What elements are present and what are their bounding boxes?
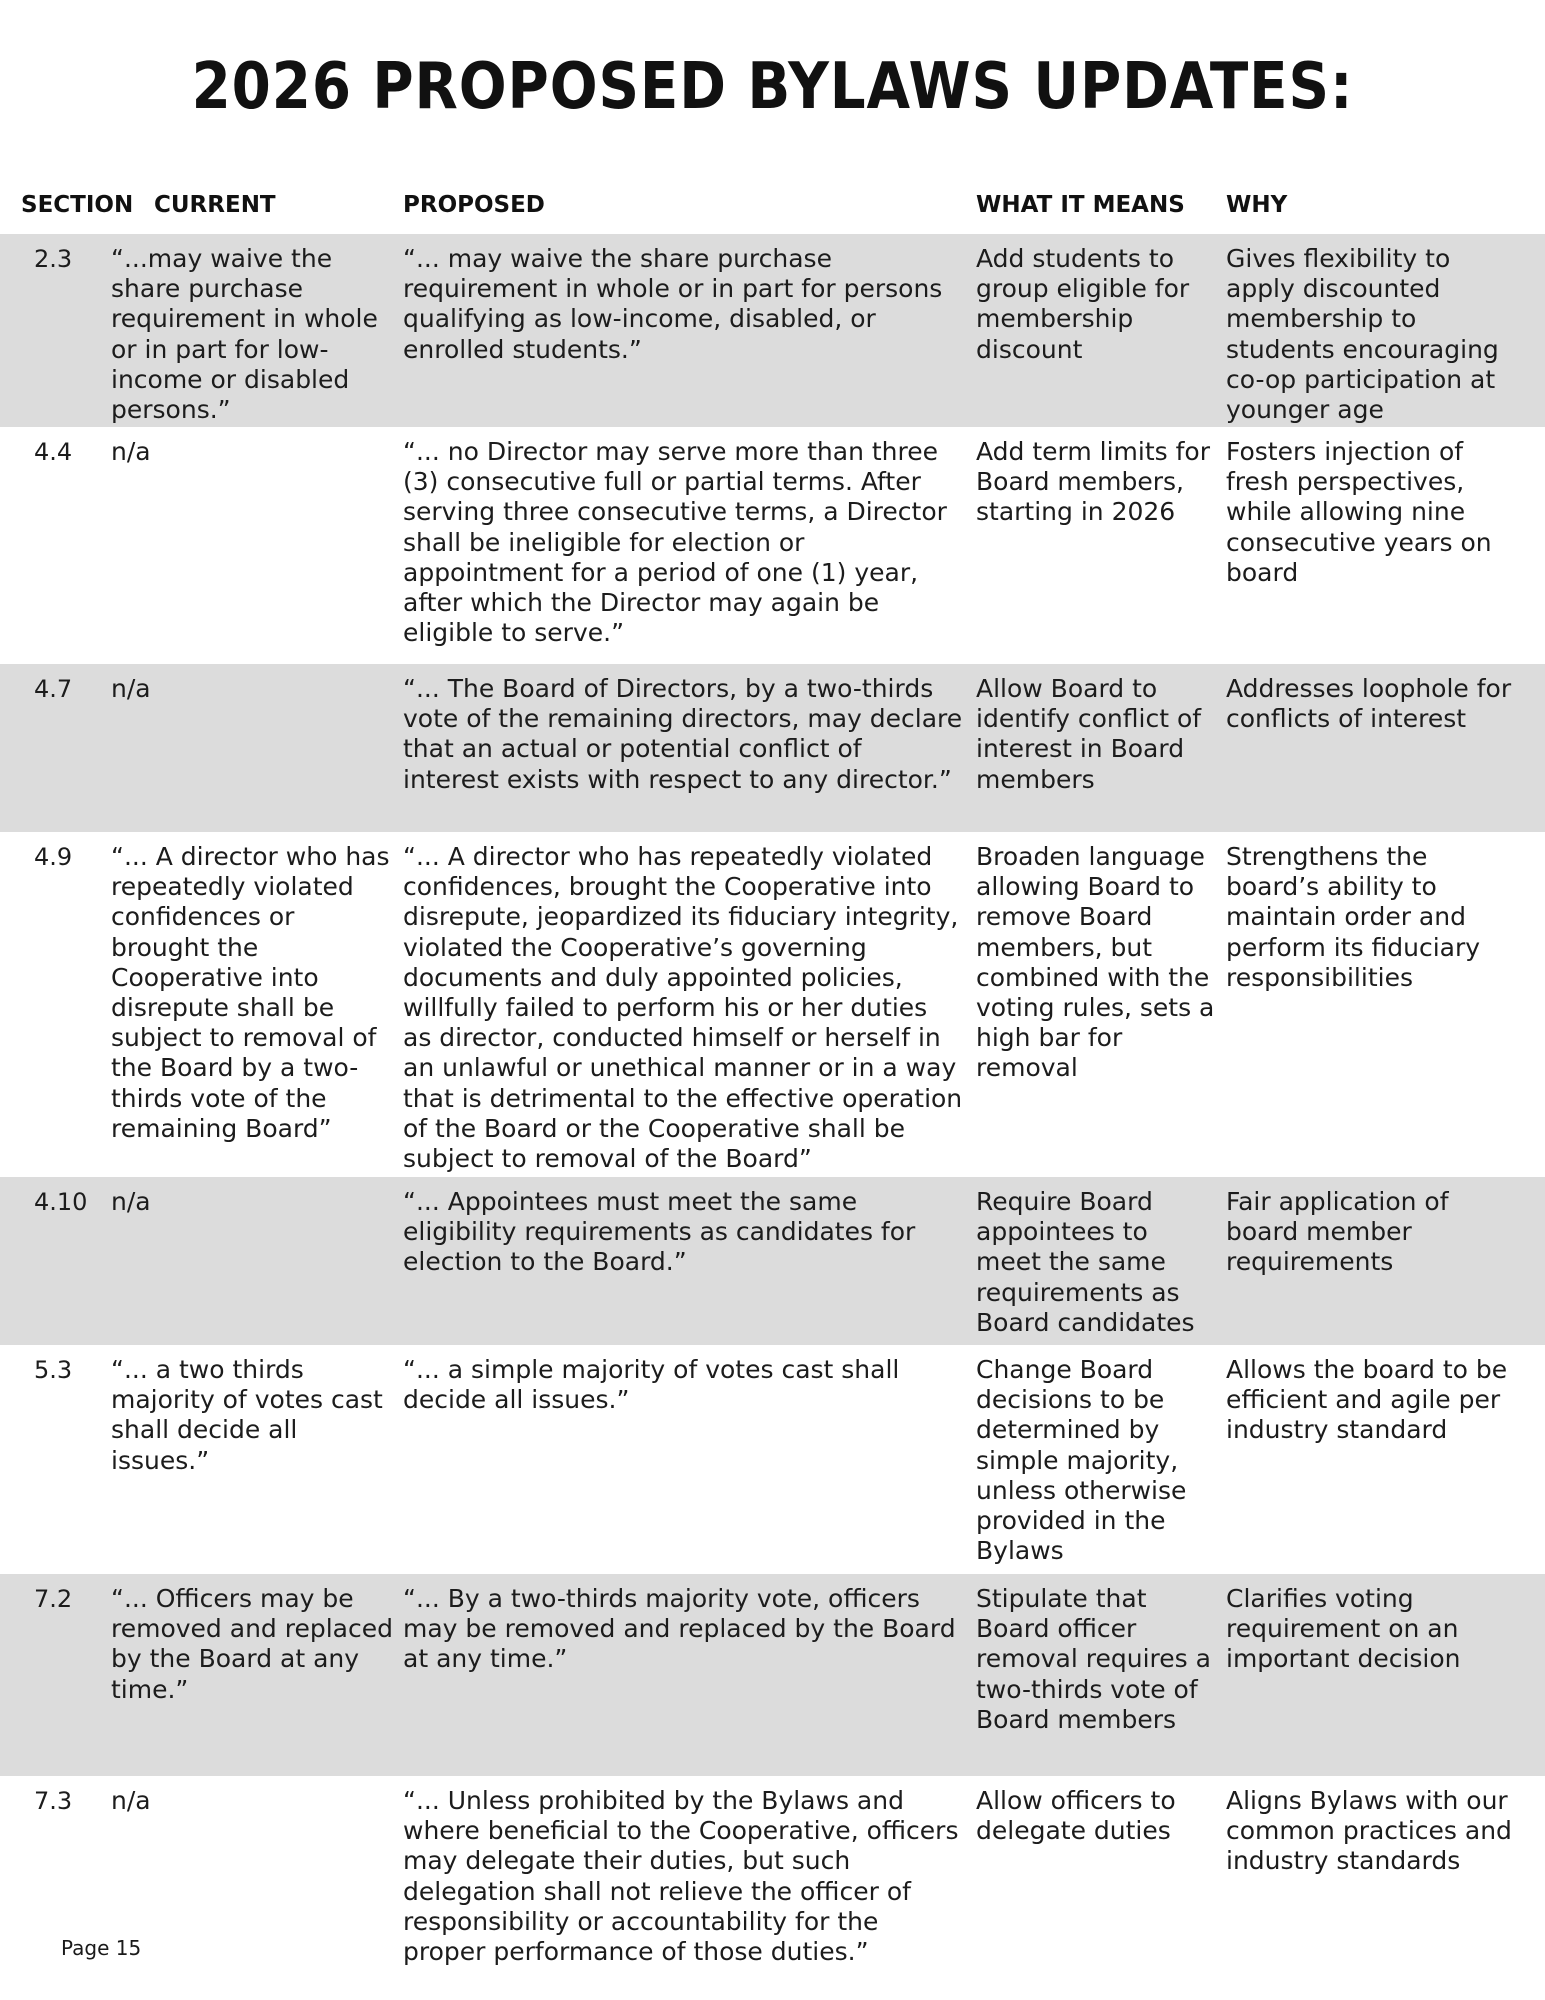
header-why: WHY xyxy=(1226,192,1288,218)
proposed-text: “... a simple majority of votes cast shall decide all issues.” xyxy=(403,1355,900,1415)
table-row xyxy=(0,234,1545,427)
proposed-text: “... Appointees must meet the same eligibility requirements as candidates for election to the Board.” xyxy=(403,1187,916,1277)
current-text: “... A director who has repeatedly violated confidences or brought the Cooperative into disrepute shall be subject to removal of the Board by a two-thirds vote of the remaining Board” xyxy=(111,842,390,1143)
what-it-means-text: Stipulate that Board officer removal requires a two-thirds vote of Board members xyxy=(976,1584,1211,1734)
what-it-means-text: Allow officers to delegate duties xyxy=(976,1786,1176,1846)
why-text: Fosters injection of fresh perspectives, while allowing nine consecutive years on board xyxy=(1226,437,1492,587)
proposed-text: “... Unless prohibited by the Bylaws and where beneficial to the Cooperative, officers may delegate their duties, but such delegation shall not relieve the officer of responsibility or accountability for the proper performance of those duties.” xyxy=(403,1786,959,1967)
current-text: n/a xyxy=(111,437,151,466)
current-text: n/a xyxy=(111,674,151,703)
proposed-text: “... may waive the share purchase requirement in whole or in part for persons qualifying as low-income, disabled, or enrolled students.” xyxy=(403,244,943,364)
what-it-means-text: Add term limits for Board members, starting in 2026 xyxy=(976,437,1211,527)
table-row xyxy=(0,1776,1545,1976)
why-text: Strengthens the board’s ability to maintain order and perform its fiduciary responsibilities xyxy=(1226,842,1481,992)
proposed-text: “... A director who has repeatedly violated confidences, brought the Cooperative into disrepute, jeopardized its fiduciary integrity, violated the Cooperative’s governing documents and duly appointed policies, willfully failed to perform his or her duties as director, conducted himself or herself in an unlawful or unethical manner or in a way that is detrimental to the effective operation of the Board or the Cooperative shall be subject to removal of the Board” xyxy=(403,842,963,1174)
section-number: 4.7 xyxy=(34,675,73,703)
bylaws-table xyxy=(0,180,1545,1976)
table-row xyxy=(0,1177,1545,1345)
table-row xyxy=(0,664,1545,832)
header-proposed: PROPOSED xyxy=(403,192,545,218)
why-text: Clarifies voting requirement on an important decision xyxy=(1226,1584,1461,1674)
section-number: 5.3 xyxy=(34,1356,73,1384)
what-it-means-text: Require Board appointees to meet the same requirements as Board candidates xyxy=(976,1187,1195,1337)
section-number: 4.4 xyxy=(34,438,73,466)
header-section: SECTION xyxy=(21,192,134,218)
current-text: “... a two thirds majority of votes cast shall decide all issues.” xyxy=(111,1355,383,1475)
proposed-text: “... The Board of Directors, by a two-thirds vote of the remaining directors, may declare that an actual or potential conflict of interest exists with respect to any director.” xyxy=(403,674,963,794)
table-row xyxy=(0,832,1545,1177)
what-it-means-text: Broaden language allowing Board to remove Board members, but combined with the voting rules, sets a high bar for removal xyxy=(976,842,1215,1083)
what-it-means-text: Allow Board to identify conflict of interest in Board members xyxy=(976,674,1202,794)
why-text: Addresses loophole for conflicts of interest xyxy=(1226,674,1512,734)
current-text: “...may waive the share purchase requirement in whole or in part for low-income or disabled persons.” xyxy=(111,244,378,425)
what-it-means-text: Change Board decisions to be determined by simple majority, unless otherwise provided in the Bylaws xyxy=(976,1355,1187,1566)
proposed-text: “... no Director may serve more than three (3) consecutive full or partial terms. After serving three consecutive terms, a Director shall be ineligible for election or appointment for a period of one (1) year, after which the Director may again be eligible to serve.” xyxy=(403,437,947,648)
section-number: 4.10 xyxy=(34,1188,88,1216)
why-text: Gives flexibility to apply discounted membership to students encouraging co-op participation at younger age xyxy=(1226,244,1499,425)
table-row xyxy=(0,1345,1545,1574)
section-number: 2.3 xyxy=(34,245,73,273)
page-number: Page 15 xyxy=(61,1936,142,1960)
current-text: n/a xyxy=(111,1187,151,1216)
current-text: n/a xyxy=(111,1786,151,1815)
table-row xyxy=(0,1574,1545,1776)
section-number: 7.2 xyxy=(34,1585,73,1613)
page-title: 2026 PROPOSED BYLAWS UPDATES: xyxy=(191,50,1354,124)
what-it-means-text: Add students to group eligible for membership discount xyxy=(976,244,1190,364)
current-text: “... Officers may be removed and replaced by the Board at any time.” xyxy=(111,1584,393,1704)
table-header xyxy=(0,180,1545,234)
header-what-it-means: WHAT IT MEANS xyxy=(976,192,1185,218)
header-current: CURRENT xyxy=(154,192,276,218)
section-number: 4.9 xyxy=(34,843,73,871)
section-number: 7.3 xyxy=(34,1787,73,1815)
table-row xyxy=(0,427,1545,664)
why-text: Allows the board to be efficient and agile per industry standard xyxy=(1226,1355,1508,1445)
why-text: Aligns Bylaws with our common practices and industry standards xyxy=(1226,1786,1512,1876)
proposed-text: “... By a two-thirds majority vote, officers may be removed and replaced by the Board at any time.” xyxy=(403,1584,956,1674)
why-text: Fair application of board member requirements xyxy=(1226,1187,1449,1277)
